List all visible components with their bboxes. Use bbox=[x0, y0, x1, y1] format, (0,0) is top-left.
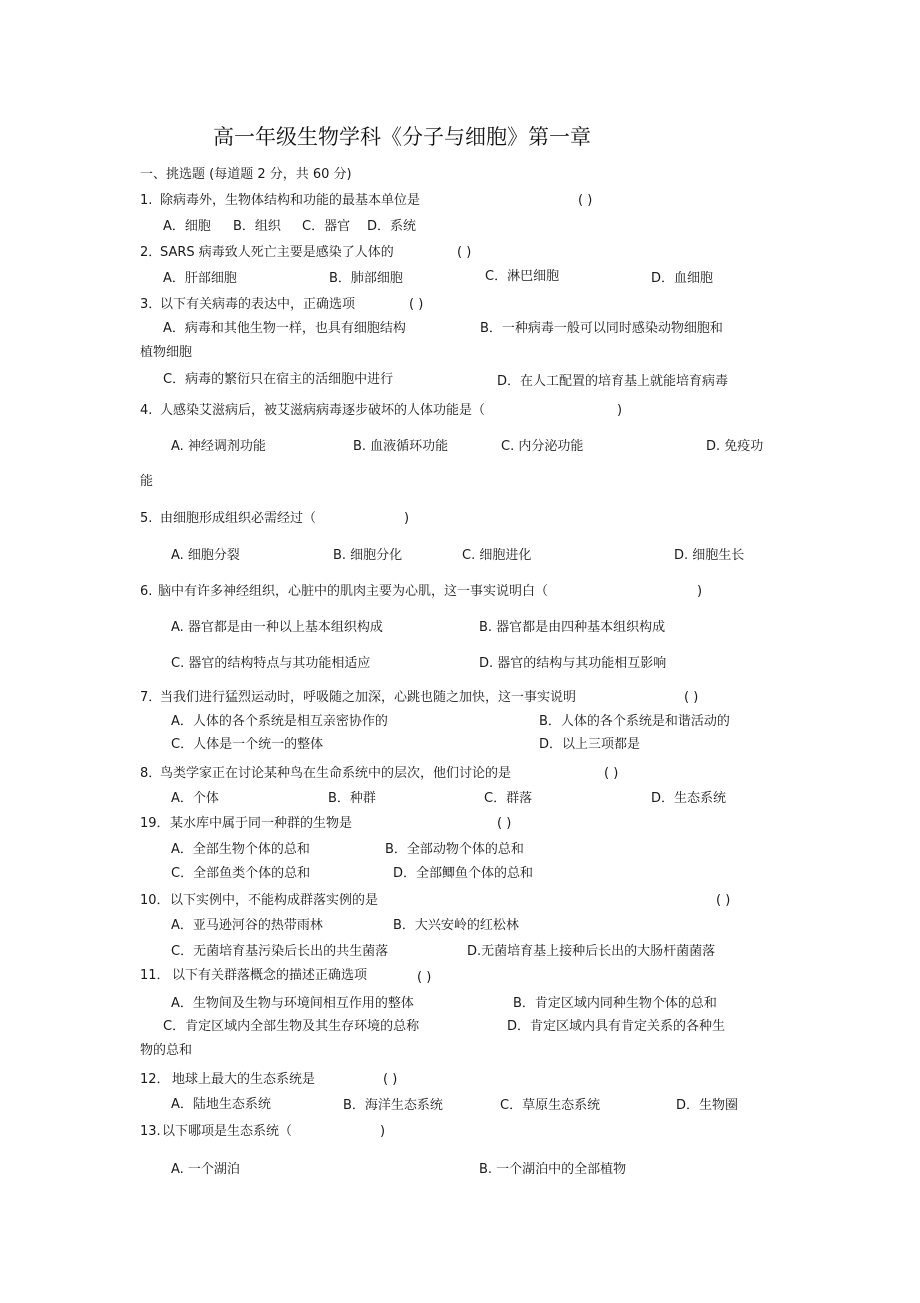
question-7-option-a: A．人体的各个系统是相互亲密协作的 bbox=[171, 714, 388, 729]
question-1-option-a: A．细胞 bbox=[163, 219, 211, 234]
question-13-answer-blank[interactable]: ) bbox=[380, 1124, 386, 1139]
question-5-option-d: D. 细胞生长 bbox=[674, 548, 745, 563]
question-13-option-a: A. 一个湖泊 bbox=[171, 1162, 240, 1177]
question-1-number: 1. bbox=[140, 193, 153, 208]
question-11-option-b: B．肯定区域内同种生物个体的总和 bbox=[513, 996, 717, 1011]
question-10-option-b: B．大兴安岭的红松林 bbox=[393, 918, 519, 933]
question-2-number: 2． bbox=[140, 245, 162, 260]
question-19-number: 19． bbox=[140, 816, 170, 831]
question-5-option-c: C. 细胞进化 bbox=[462, 548, 532, 563]
question-8-option-a: A．个体 bbox=[171, 791, 219, 806]
question-11-answer-blank[interactable]: ( ) bbox=[417, 970, 432, 985]
question-6-option-c: C. 器官的结构特点与其功能相适应 bbox=[171, 656, 371, 671]
question-7-number: 7． bbox=[140, 690, 162, 705]
question-2-option-c: C．淋巴细胞 bbox=[485, 269, 560, 284]
question-2-text: SARS 病毒致人死亡主要是感染了人体的 bbox=[160, 245, 394, 260]
question-11-option-c: C．肯定区域内全部生物及其生存环境的总称 bbox=[163, 1019, 420, 1034]
question-1-option-c: C．器官 bbox=[302, 219, 351, 234]
question-13-number: 13. bbox=[140, 1124, 161, 1139]
question-13-option-b: B. 一个湖泊中的全部植物 bbox=[479, 1162, 627, 1177]
question-11-number: 11． bbox=[140, 968, 170, 983]
question-12-option-a: A．陆地生态系统 bbox=[171, 1097, 271, 1112]
question-19-option-c: C．全部鱼类个体的总和 bbox=[171, 866, 311, 881]
question-8-number: 8． bbox=[140, 766, 162, 781]
question-7-option-d: D．以上三项都是 bbox=[539, 737, 641, 752]
question-7-option-b: B．人体的各个系统是和谐活动的 bbox=[539, 714, 730, 729]
question-7-answer-blank[interactable]: ( ) bbox=[684, 690, 699, 705]
question-2-answer-blank[interactable]: ( ) bbox=[457, 245, 472, 260]
question-5-answer-blank[interactable]: ) bbox=[404, 511, 410, 526]
question-4-text: 人感染艾滋病后，被艾滋病病毒逐步破坏的人体功能是（ bbox=[160, 403, 486, 418]
question-3-text: 以下有关病毒的表达中，正确选项 bbox=[160, 297, 356, 312]
question-12-option-b: B．海洋生态系统 bbox=[343, 1098, 443, 1113]
question-5-option-a: A. 细胞分裂 bbox=[171, 548, 240, 563]
question-10-answer-blank[interactable]: ( ) bbox=[716, 893, 731, 908]
question-3-number: 3． bbox=[140, 297, 162, 312]
question-3-option-b: B．一种病毒一般可以同时感染动物细胞和 bbox=[480, 321, 723, 336]
question-8-answer-blank[interactable]: ( ) bbox=[604, 766, 619, 781]
question-5-option-b: B. 细胞分化 bbox=[333, 548, 403, 563]
question-2-option-b: B．肺部细胞 bbox=[329, 271, 403, 286]
question-13-text: 以下哪项是生态系统（ bbox=[162, 1124, 293, 1139]
question-12-number: 12． bbox=[140, 1072, 170, 1087]
question-11-option-d-wrap: 物的总和 bbox=[140, 1043, 193, 1058]
question-11-option-d: D．肯定区域内具有肯定关系的各种生 bbox=[507, 1019, 726, 1034]
question-4-option-d-wrap: 能 bbox=[140, 474, 154, 489]
question-3-option-d: D．在人工配置的培育基上就能培育病毒 bbox=[497, 374, 729, 389]
question-11-text: 以下有关群落概念的描述正确选项 bbox=[172, 968, 368, 983]
question-4-option-d: D. 免疫功 bbox=[706, 439, 764, 454]
question-10-option-c: C．无菌培育基污染后长出的共生菌落 bbox=[171, 944, 389, 959]
question-19-option-d: D．全部鲫鱼个体的总和 bbox=[393, 866, 534, 881]
question-8-option-d: D．生态系统 bbox=[651, 791, 727, 806]
document-title: 高一年级生物学科《分子与细胞》第一章 bbox=[213, 125, 591, 149]
question-12-option-c: C．草原生态系统 bbox=[500, 1098, 601, 1113]
question-3-option-c: C．病毒的繁衍只在宿主的活细胞中进行 bbox=[163, 372, 394, 387]
question-4-option-c: C. 内分泌功能 bbox=[501, 439, 584, 454]
question-12-answer-blank[interactable]: ( ) bbox=[383, 1072, 398, 1087]
question-11-option-a: A．生物间及生物与环境间相互作用的整体 bbox=[171, 996, 414, 1011]
question-6-answer-blank[interactable]: ) bbox=[697, 584, 703, 599]
section-heading: 一、挑选题 (每道题 2 分，共 60 分) bbox=[140, 167, 352, 182]
question-6-option-b: B. 器官都是由四种基本组织构成 bbox=[479, 620, 666, 635]
question-3-option-b-wrap: 植物细胞 bbox=[140, 345, 193, 360]
question-5-text: 由细胞形成组织必需经过（ bbox=[160, 511, 317, 526]
question-1-text: 除病毒外，生物体结构和功能的最基本单位是 bbox=[160, 193, 421, 208]
question-19-text: 某水库中属于同一种群的生物是 bbox=[170, 816, 353, 831]
question-6-number: 6. bbox=[140, 584, 153, 599]
question-10-option-a: A．亚马逊河谷的热带雨林 bbox=[171, 918, 323, 933]
question-1-option-b: B．组织 bbox=[233, 219, 281, 234]
question-3-answer-blank[interactable]: ( ) bbox=[409, 297, 424, 312]
question-4-answer-blank[interactable]: ) bbox=[617, 403, 623, 418]
question-7-text: 当我们进行猛烈运动时，呼吸随之加深，心跳也随之加快，这一事实说明 bbox=[160, 690, 577, 705]
question-6-option-d: D. 器官的结构与其功能相互影响 bbox=[479, 656, 667, 671]
question-4-number: 4. bbox=[140, 403, 153, 418]
question-7-option-c: C．人体是一个统一的整体 bbox=[171, 737, 324, 752]
question-1-option-d: D．系统 bbox=[367, 219, 417, 234]
question-19-option-b: B．全部动物个体的总和 bbox=[385, 842, 524, 857]
question-2-option-d: D．血细胞 bbox=[651, 271, 714, 286]
question-10-option-d: D.无菌培育基上接种后长出的大肠杆菌菌落 bbox=[467, 944, 716, 959]
question-8-option-b: B．种群 bbox=[328, 791, 376, 806]
question-4-option-b: B. 血液循环功能 bbox=[353, 439, 449, 454]
question-3-option-a: A．病毒和其他生物一样，也具有细胞结构 bbox=[163, 321, 406, 336]
question-5-number: 5. bbox=[140, 511, 153, 526]
question-8-option-c: C．群落 bbox=[484, 791, 533, 806]
question-19-option-a: A．全部生物个体的总和 bbox=[171, 842, 310, 857]
question-12-option-d: D．生物圈 bbox=[676, 1098, 739, 1113]
question-6-text: 脑中有许多神经组织，心脏中的肌肉主要为心肌，这一事实说明白（ bbox=[158, 584, 549, 599]
question-12-text: 地球上最大的生态系统是 bbox=[172, 1072, 316, 1087]
question-6-option-a: A. 器官都是由一种以上基本组织构成 bbox=[171, 620, 383, 635]
question-8-text: 鸟类学家正在讨论某种鸟在生命系统中的层次，他们讨论的是 bbox=[160, 766, 512, 781]
question-10-number: 10． bbox=[140, 893, 170, 908]
question-2-option-a: A．肝部细胞 bbox=[163, 271, 237, 286]
question-1-answer-blank[interactable]: ( ) bbox=[578, 193, 593, 208]
question-10-text: 以下实例中，不能构成群落实例的是 bbox=[170, 893, 379, 908]
question-4-option-a: A. 神经调剂功能 bbox=[171, 439, 266, 454]
question-19-answer-blank[interactable]: ( ) bbox=[497, 816, 512, 831]
